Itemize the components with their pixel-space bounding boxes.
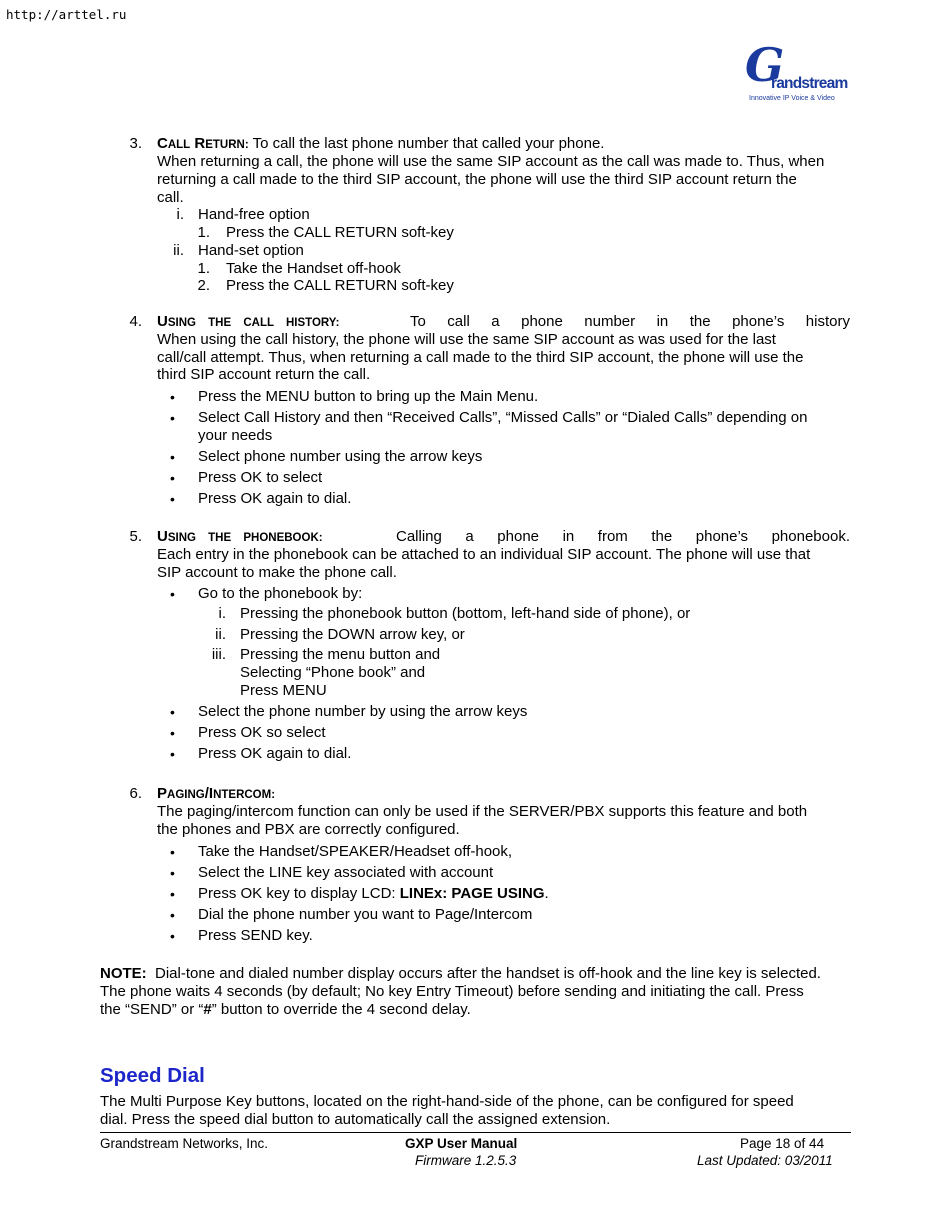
bullet-icon: • (170, 410, 175, 426)
footer-divider (100, 1132, 851, 1133)
paragraph-line: the phones and PBX are correctly configured. (157, 821, 460, 838)
step-number: 1. (197, 260, 210, 277)
bullet-icon: • (170, 470, 175, 486)
bullet-icon: • (170, 725, 175, 741)
sub-item: Pressing the phonebook button (bottom, left-hand side of phone), or (240, 605, 691, 622)
paragraph-line: third SIP account return the call. (157, 366, 371, 383)
sub-item-continuation: Press MENU (240, 682, 327, 699)
paragraph-line: Each entry in the phonebook can be attached to an individual SIP account. The phone will use that (157, 546, 811, 563)
paragraph-line: The Multi Purpose Key buttons, located on the right-hand-side of the phone, can be configured for speed (100, 1093, 794, 1110)
step-number: 1. (197, 224, 210, 241)
bullet-icon: • (170, 389, 175, 405)
bullet-icon: • (170, 586, 175, 602)
list-marker: ii. (215, 626, 226, 643)
sub-item-continuation: Selecting “Phone book” and (240, 664, 426, 681)
list-item-lcd: Press OK key to display LCD: LINEx: PAGE USING. (198, 885, 549, 902)
sub-item: Pressing the menu button and (240, 646, 441, 663)
list-item: Select the LINE key associated with account (198, 864, 494, 881)
paragraph-line: returning a call made to the third SIP account, the phone will use the third SIP account return the (157, 171, 797, 188)
bullet-icon: • (170, 704, 175, 720)
bullet-icon: • (170, 886, 175, 902)
footer-page-number: Page 18 of 44 (740, 1136, 825, 1151)
bullet-icon: • (170, 844, 175, 860)
list-item: Select phone number using the arrow keys (198, 448, 483, 465)
section-title-call-return: CALL RETURN: To call the last phone number that called your phone. (157, 135, 605, 152)
paragraph-line: When returning a call, the phone will use the same SIP account as the call was made to. Thus, when (157, 153, 825, 170)
list-item: Press OK again to dial. (198, 745, 352, 762)
section-number: 6. (129, 785, 142, 802)
step-text: Take the Handset off-hook (226, 260, 401, 277)
list-item: Dial the phone number you want to Page/Intercom (198, 906, 533, 923)
lcd-text: LINEx: PAGE USING (399, 885, 545, 902)
note-line: NOTE: Dial-tone and dialed number display occurs after the handset is off-hook and the line key is selected. (100, 965, 821, 982)
bullet-icon: • (170, 907, 175, 923)
step-number: 2. (197, 277, 210, 294)
section-title-paging: PAGING/INTERCOM: (157, 785, 276, 802)
section-intro: To call the last phone number that called your phone. (252, 135, 605, 152)
grandstream-logo (745, 38, 848, 108)
list-item: Take the Handset/SPEAKER/Headset off-hook, (198, 843, 513, 860)
list-item: Select the phone number by using the arrow keys (198, 703, 528, 720)
bullet-icon: • (170, 746, 175, 762)
footer-manual-title: GXP User Manual (405, 1136, 518, 1151)
bullet-icon: • (170, 491, 175, 507)
source-url[interactable]: http://arttel.ru (6, 7, 127, 22)
option-label: Hand-free option (198, 206, 310, 223)
option-label: Hand-set option (198, 242, 304, 259)
list-marker: i. (218, 605, 226, 622)
list-item: Press SEND key. (198, 927, 313, 944)
list-item: Press OK so select (198, 724, 326, 741)
list-item: Press OK again to dial. (198, 490, 352, 507)
section-number: 3. (129, 135, 142, 152)
list-item: Go to the phonebook by: (198, 585, 363, 602)
list-item: Press the MENU button to bring up the Main Menu. (198, 388, 539, 405)
bullet-icon: • (170, 449, 175, 465)
step-text: Press the CALL RETURN soft-key (226, 277, 454, 294)
note-line: the “SEND” or “#” button to override the 4 second delay. (100, 1001, 471, 1018)
bullet-icon: • (170, 865, 175, 881)
list-item: Select Call History and then “Received Calls”, “Missed Calls” or “Dialed Calls” depending on (198, 409, 808, 426)
list-marker: iii. (211, 646, 226, 663)
list-item: Press OK to select (198, 469, 323, 486)
list-item-continuation: your needs (198, 427, 273, 444)
section-title-phonebook: USING THE PHONEBOOK: (157, 528, 323, 545)
logo-letter: G (745, 38, 785, 92)
list-marker: i. (176, 206, 184, 223)
note-line: The phone waits 4 seconds (by default; No key Entry Timeout) before sending and initiating the call. Press (100, 983, 804, 1000)
bullet-icon: • (170, 928, 175, 944)
section-number: 5. (129, 528, 142, 545)
paragraph-line: call/call attempt. Thus, when returning a call made to the third SIP account, the phone will use the (157, 349, 804, 366)
note-label: NOTE: (100, 965, 147, 982)
paragraph-line: call. (157, 189, 184, 206)
paragraph-line: When using the call history, the phone will use the same SIP account as was used for the last (157, 331, 776, 348)
paragraph-line: dial. Press the speed dial button to automatically call the assigned extension. (100, 1111, 611, 1128)
section-number: 4. (129, 313, 142, 330)
footer-company: Grandstream Networks, Inc. (100, 1136, 269, 1151)
step-text: Press the CALL RETURN soft-key (226, 224, 454, 241)
section-title-call-history: USING THE CALL HISTORY: (157, 313, 340, 330)
logo-tagline: Innovative IP Voice & Video (749, 95, 835, 102)
list-marker: ii. (173, 242, 184, 259)
paragraph-line: The paging/intercom function can only be used if the SERVER/PBX supports this feature and both (157, 803, 808, 820)
footer-last-updated: Last Updated: 03/2011 (697, 1153, 833, 1168)
sub-item: Pressing the DOWN arrow key, or (240, 626, 465, 643)
footer-firmware: Firmware 1.2.5.3 (415, 1153, 517, 1168)
section-intro: To call a phone number in the phone’s history (410, 313, 850, 330)
logo-word: randstream (771, 75, 848, 92)
paragraph-line: SIP account to make the phone call. (157, 564, 397, 581)
section-intro: Calling a phone in from the phone’s phonebook. (396, 528, 850, 545)
section-heading-speed-dial: Speed Dial (100, 1064, 205, 1087)
